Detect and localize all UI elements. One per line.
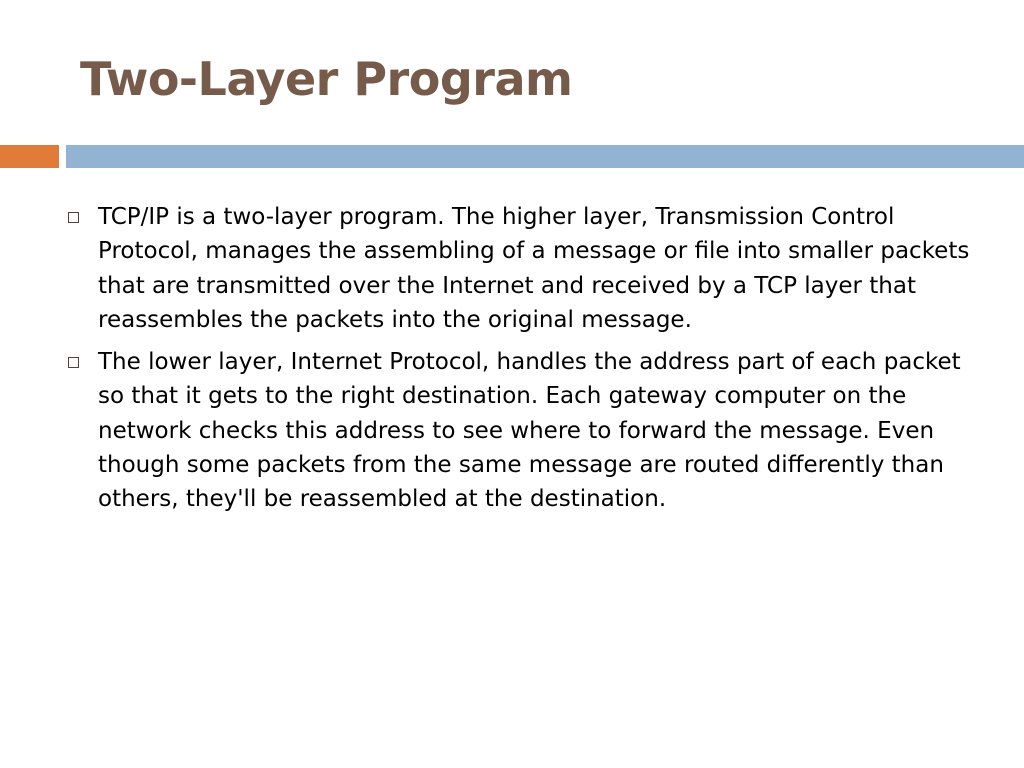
bullet-text: The lower layer, Internet Protocol, handles the address part of each packet so that it gets to the right destination. Each gateway computer on the network checks this address to see where to forward the message. Even though some packets from the same message are routed differently than others, they'll be reassembled at the destination. [98,349,961,513]
bullet-item [64,200,982,337]
bullet-list [64,200,982,525]
title-rule-blue-segment [66,145,1024,168]
bullet-item [64,345,982,516]
square-bullet-icon [68,357,79,368]
square-bullet-icon [68,212,79,223]
slide-title: Two-Layer Program [80,52,573,106]
bullet-text: TCP/IP is a two-layer program. The higher layer, Transmission Control Protocol, manages the assembling of a message or file into smaller packets that are transmitted over the Internet and received by a TCP layer that reassembles the packets into the original message. [98,204,970,333]
title-rule-orange-segment [0,145,59,168]
